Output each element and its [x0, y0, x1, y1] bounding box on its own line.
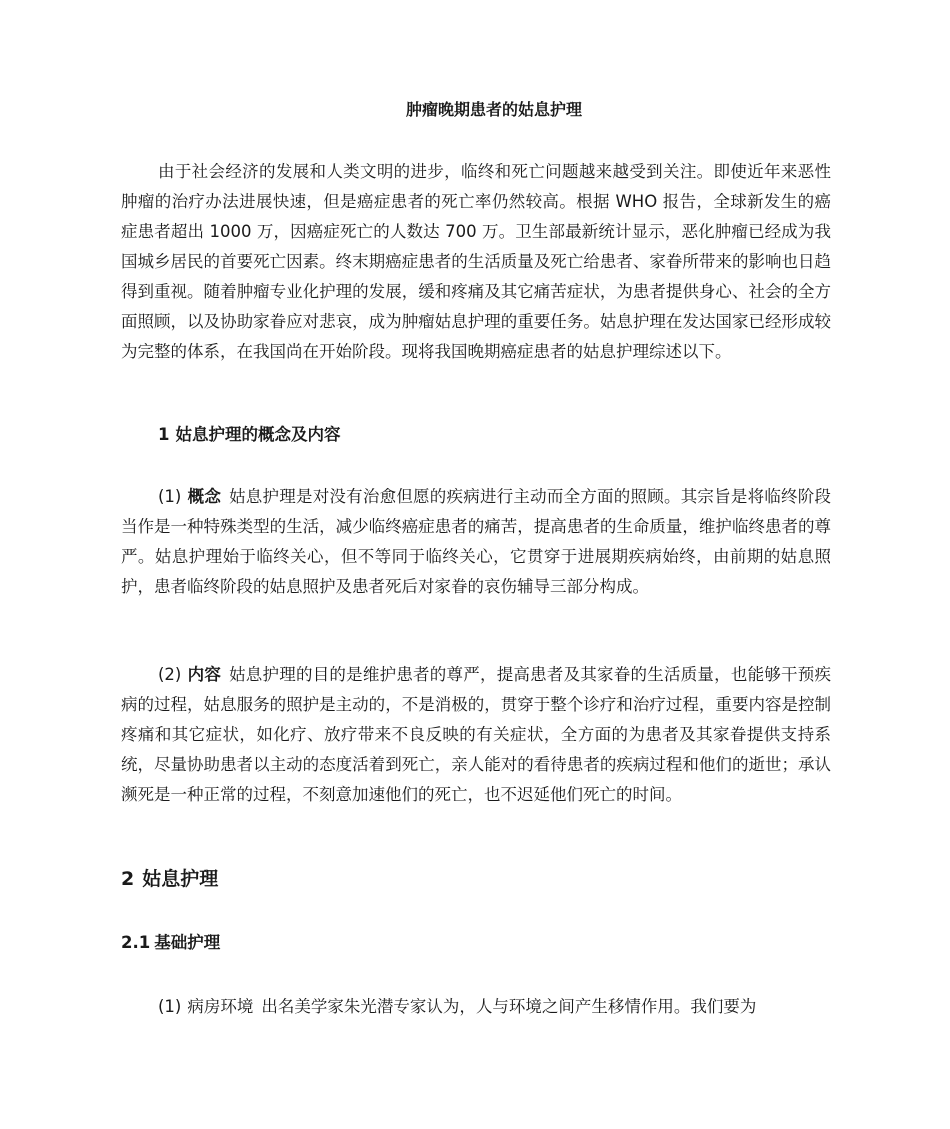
section-1-title: 姑息护理的概念及内容	[175, 425, 341, 444]
section-2-1-number: 2.1	[121, 933, 151, 952]
concept-paragraph	[121, 482, 831, 602]
content-paragraph	[121, 660, 831, 810]
concept-text: 姑息护理是对没有治愈但愿的疾病进行主动而全方面的照顾。其宗旨是将临终阶段当作是一种特殊类型的生活，减少临终癌症患者的痛苦，提高患者的生命质量，维护临终患者的尊严。姑息护理始于临终关心，但不等同于临终关心，它贯穿于进展期疾病始终，由前期的姑息照护，患者临终阶段的姑息照护及患者死后对家眷的哀伤辅导三部分构成。	[121, 487, 832, 596]
section-1-heading	[158, 422, 340, 448]
content-text: 姑息护理的目的是维护患者的尊严，提高患者及其家眷的生活质量，也能够干预疾病的过程，姑息服务的照护是主动的，不是消极的，贯穿于整个诊疗和治疗过程，重要内容是控制疼痛和其它症状，如化疗、放疗带来不良反映的有关症状，全方面的为患者及其家眷提供支持系统，尽量协助患者以主动的态度活着到死亡，亲人能对的看待患者的疾病过程和他们的逝世；承认濒死是一种正常的过程，不刻意加速他们的死亡，也不迟延他们死亡的时间。	[121, 665, 832, 804]
section-1-number: 1	[158, 425, 170, 444]
document-title: 肿瘤晚期患者的姑息护理	[405, 100, 582, 119]
section-2-heading	[121, 865, 218, 893]
section-2-1-title: 基础护理	[154, 933, 221, 952]
content-number: (2)	[158, 665, 182, 684]
section-2-number: 2	[121, 868, 135, 890]
ward-number: (1)	[158, 997, 182, 1016]
ward-text: 出名美学家朱光潜专家认为，人与环境之间产生移情作用。我们要为	[261, 997, 757, 1016]
concept-number: (1)	[158, 487, 182, 506]
ward-environment-paragraph	[121, 992, 831, 1022]
section-2-title: 姑息护理	[142, 868, 219, 890]
content-term: 内容	[187, 665, 222, 684]
intro-paragraph: 由于社会经济的发展和人类文明的进步，临终和死亡问题越来越受到关注。即使近年来恶性肿瘤的治疗办法进展快速，但是癌症患者的死亡率仍然较高。根据 WHO 报告，全球新发生的癌症患者超出 1000 万，因癌症死亡的人数达 700 万。卫生部最新统计显示，恶化肿瘤已经成为我国城乡居民的首要死亡因素。终末期癌症患者的生活质量及死亡给患者、家眷所带来的影响也日趋得到重视。随着肿瘤专业化护理的发展，缓和疼痛及其它痛苦症状，为患者提供身心、社会的全方面照顾，以及协助家眷应对悲哀，成为肿瘤姑息护理的重要任务。姑息护理在发达国家已经形成较为完整的体系，在我国尚在开始阶段。现将我国晚期癌症患者的姑息护理综述以下。	[121, 162, 831, 361]
section-2-1-heading	[121, 930, 220, 956]
concept-term: 概念	[187, 487, 222, 506]
ward-term: 病房环境	[187, 997, 254, 1016]
